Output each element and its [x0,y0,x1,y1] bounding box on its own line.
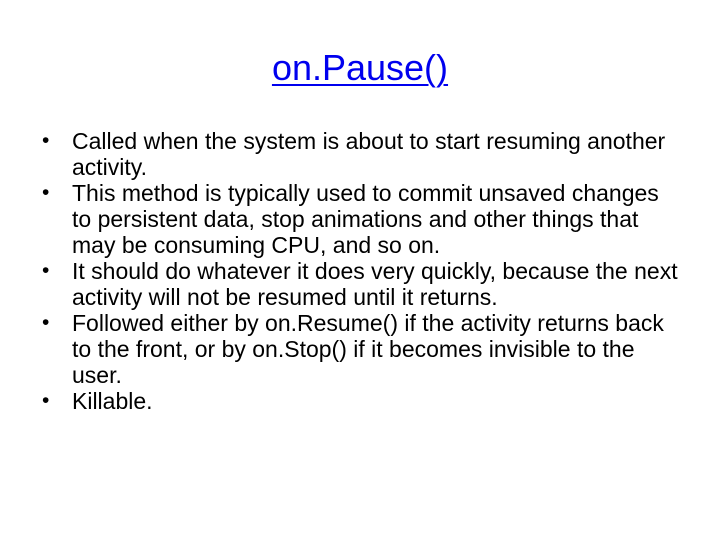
bullet-item [42,258,682,310]
bullet-dot-icon: • [42,311,50,334]
bullet-item [42,310,682,388]
bullet-dot-icon: • [42,389,50,412]
bullet-text: Called when the system is about to start resuming another activity. [72,128,666,180]
slide-title [0,46,720,90]
bullet-item [42,180,682,258]
bullet-dot-icon: • [42,259,50,282]
bullet-text: It should do whatever it does very quickly, because the next activity will not be resumed until it returns. [72,258,678,310]
title-link[interactable]: on.Pause() [271,47,449,88]
bullet-text: Followed either by on.Resume() if the activity returns back to the front, or by on.Stop() if it becomes invisible to the user. [72,310,664,388]
bullet-text: Killable. [72,388,153,414]
bullet-item [42,128,682,180]
bullet-dot-icon: • [42,181,50,204]
bullet-dot-icon: • [42,129,50,152]
bullet-item [42,388,682,414]
bullet-list [42,128,682,414]
bullet-text: This method is typically used to commit unsaved changes to persistent data, stop animations and other things that may be consuming CPU, and so on. [72,180,659,258]
